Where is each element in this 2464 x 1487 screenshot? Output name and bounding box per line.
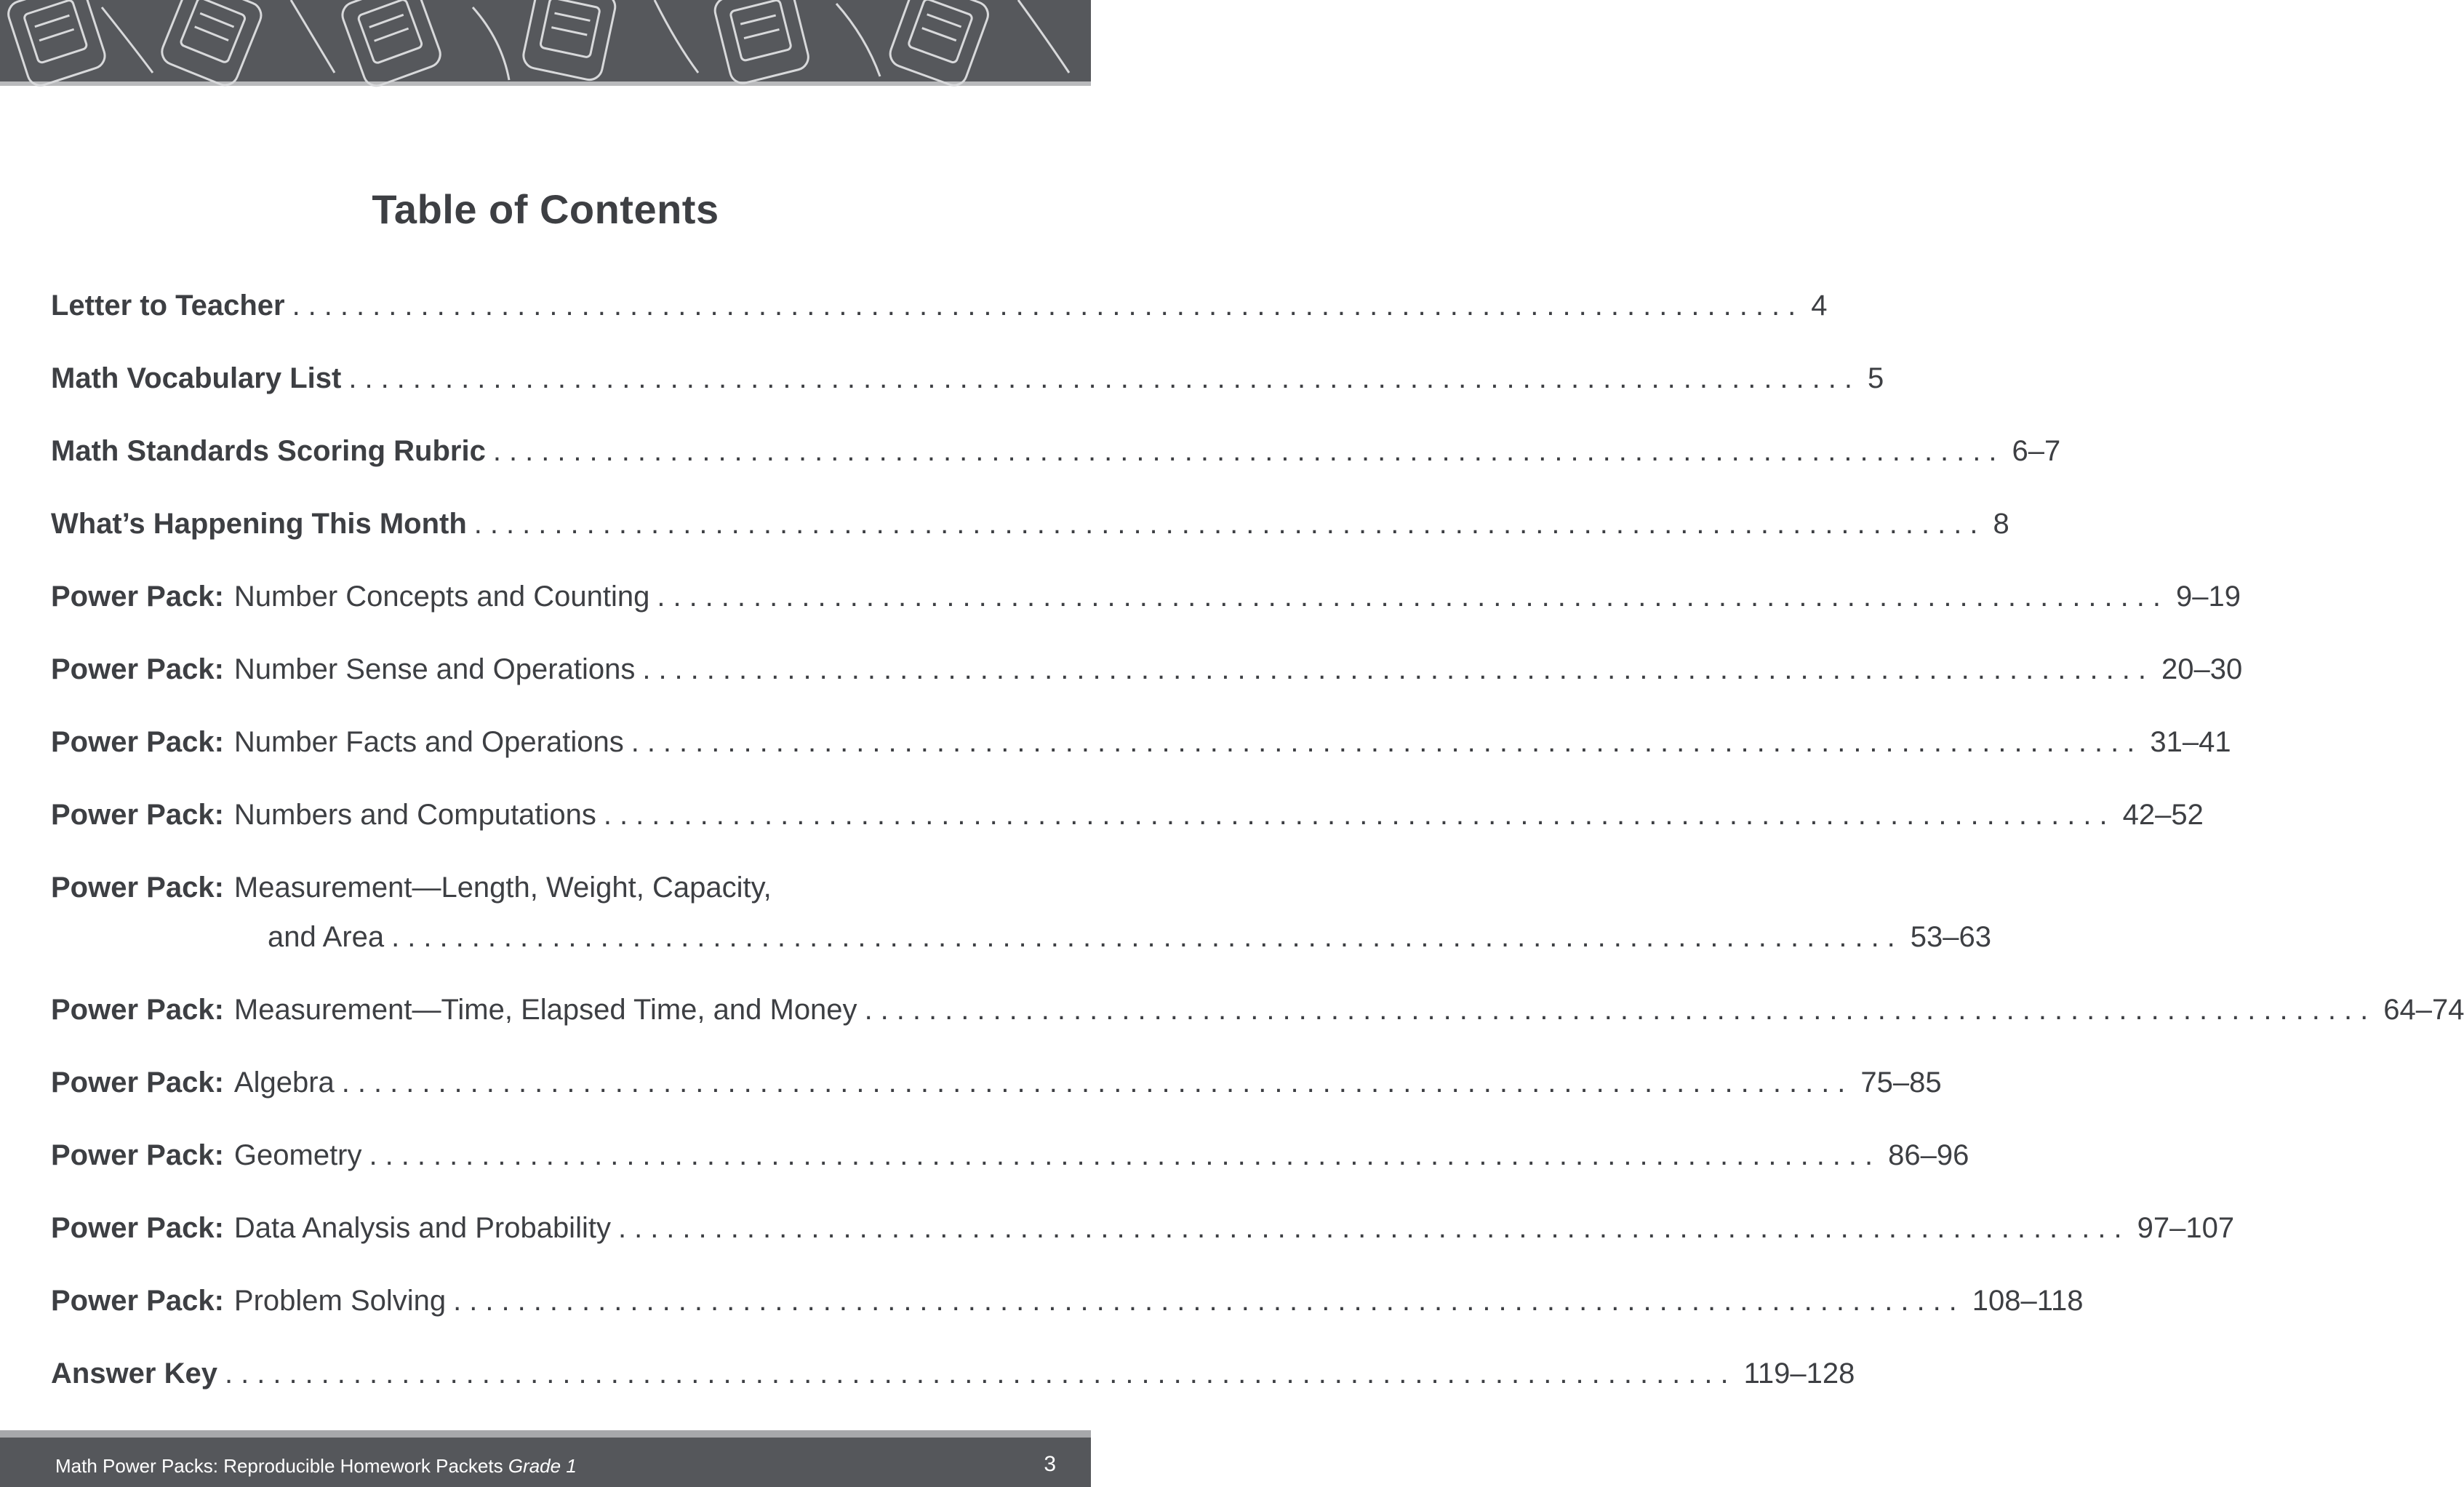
- toc-entry-label: Data Analysis and Probability: [233, 1212, 611, 1244]
- toc-entry-label: Problem Solving: [233, 1285, 447, 1317]
- footer-grade: Grade 1: [508, 1455, 577, 1477]
- toc-entry-algebra[interactable]: [51, 1061, 1942, 1104]
- toc-entry-page: 75–85: [1860, 1067, 1942, 1099]
- toc-entry-data-analysis[interactable]: [51, 1206, 2235, 1250]
- toc-entry-whats-happening[interactable]: [51, 502, 2009, 546]
- toc-leader-dots: ..............................................................................................: [473, 508, 1986, 540]
- page-number: 3: [1044, 1452, 1056, 1476]
- toc-entry-page: 9–19: [2176, 581, 2241, 613]
- toc-entry-continuation: and Area: [268, 921, 385, 953]
- toc-entry-label: Math Standards Scoring Rubric: [51, 435, 486, 467]
- toc-entry-math-vocabulary-list[interactable]: [51, 356, 1884, 400]
- toc-leader-dots: ..............................................................................................: [864, 994, 2377, 1026]
- toc-entry-page: 64–74: [2383, 994, 2464, 1026]
- page-title: Table of Contents: [372, 186, 719, 232]
- toc-entry-page: 86–96: [1888, 1139, 1969, 1171]
- toc-leader-dots: ..............................................................................................: [292, 290, 1804, 322]
- toc-leader-dots: ..............................................................................................: [603, 799, 2116, 831]
- toc-entry-page: 4: [1811, 290, 1828, 322]
- toc-entry-prefix: Power Pack:: [51, 1067, 224, 1099]
- toc-leader-dots: ..............................................................................................: [492, 435, 2005, 467]
- toc-entry-measurement-length-continued[interactable]: [51, 915, 1992, 959]
- toc-leader-dots: ..............................................................................................: [642, 653, 2154, 685]
- toc-entry-page: 6–7: [2012, 435, 2061, 467]
- toc-leader-dots: ..............................................................................................: [391, 921, 1903, 953]
- toc-entry-prefix: Power Pack:: [51, 653, 224, 685]
- toc-entry-page: 5: [1868, 362, 1884, 394]
- toc-entry-prefix: Power Pack:: [51, 994, 224, 1026]
- toc-entry-label: Number Concepts and Counting: [233, 581, 650, 613]
- toc-entry-prefix: Power Pack:: [51, 1212, 224, 1244]
- toc-entry-label: Number Sense and Operations: [233, 653, 636, 685]
- toc-entry-answer-key[interactable]: [51, 1352, 1855, 1395]
- toc-entry-label: What’s Happening This Month: [51, 508, 467, 540]
- toc-leader-dots: ..............................................................................................: [224, 1358, 1737, 1390]
- page-footer: [0, 1430, 1091, 1487]
- toc-entry-page: 8: [1993, 508, 2009, 540]
- toc-entry-prefix: Power Pack:: [51, 581, 224, 613]
- toc-entry-label: Answer Key: [51, 1358, 217, 1390]
- toc-entry-page: 42–52: [2122, 799, 2204, 831]
- toc-entry-label: Geometry: [233, 1139, 362, 1171]
- toc-entry-label: Algebra: [233, 1067, 335, 1099]
- toc-entry-number-sense[interactable]: [51, 647, 2243, 691]
- toc-entry-label: Measurement—Time, Elapsed Time, and Money: [233, 994, 857, 1026]
- toc-entry-measurement-length[interactable]: [51, 866, 1044, 909]
- toc-entry-prefix: Power Pack:: [51, 799, 224, 831]
- toc-entry-page: 53–63: [1910, 921, 1992, 953]
- calculator-pattern-icon: [0, 0, 1091, 81]
- toc-leader-dots: ..............................................................................................: [341, 1067, 1854, 1099]
- toc-entry-prefix: Power Pack:: [51, 1139, 224, 1171]
- toc-entry-scoring-rubric[interactable]: [51, 429, 2061, 473]
- toc-entry-prefix: Power Pack:: [51, 872, 224, 904]
- toc-entry-label: Letter to Teacher: [51, 290, 285, 322]
- toc-entry-page: 119–128: [1743, 1358, 1855, 1390]
- toc-entry-page: 31–41: [2150, 726, 2231, 758]
- toc-entry-page: 108–118: [1972, 1285, 2084, 1317]
- toc-entry-letter-to-teacher[interactable]: [51, 284, 1828, 327]
- toc-leader-dots: ..............................................................................................: [657, 581, 2169, 613]
- toc-entry-problem-solving[interactable]: [51, 1279, 2084, 1323]
- toc-leader-dots: ..............................................................................................: [631, 726, 2143, 758]
- toc-entry-prefix: Power Pack:: [51, 726, 224, 758]
- toc-entry-label: Measurement—Length, Weight, Capacity,: [233, 872, 772, 904]
- footer-title-text: Math Power Packs: Reproducible Homework Packets: [55, 1455, 503, 1477]
- toc-entry-label: Number Facts and Operations: [233, 726, 624, 758]
- toc-entry-geometry[interactable]: [51, 1133, 1969, 1177]
- header-banner: [0, 0, 1091, 86]
- toc-leader-dots: ..............................................................................................: [453, 1285, 1965, 1317]
- toc-entry-label: Numbers and Computations: [233, 799, 596, 831]
- toc-entry-page: 20–30: [2161, 653, 2243, 685]
- toc-entry-label: Math Vocabulary List: [51, 362, 342, 394]
- toc-entry-prefix: Power Pack:: [51, 1285, 224, 1317]
- toc-entry-numbers-computations[interactable]: [51, 793, 2204, 837]
- toc-leader-dots: ..............................................................................................: [348, 362, 1860, 394]
- toc-entry-measurement-time[interactable]: [51, 988, 2464, 1032]
- footer-book-title: [55, 1455, 577, 1478]
- toc-entry-number-concepts[interactable]: [51, 575, 2241, 618]
- toc-leader-dots: ..............................................................................................: [617, 1212, 2130, 1244]
- toc-leader-dots: ..............................................................................................: [369, 1139, 1881, 1171]
- toc-entry-number-facts[interactable]: [51, 720, 2231, 764]
- toc-entry-page: 97–107: [2137, 1212, 2235, 1244]
